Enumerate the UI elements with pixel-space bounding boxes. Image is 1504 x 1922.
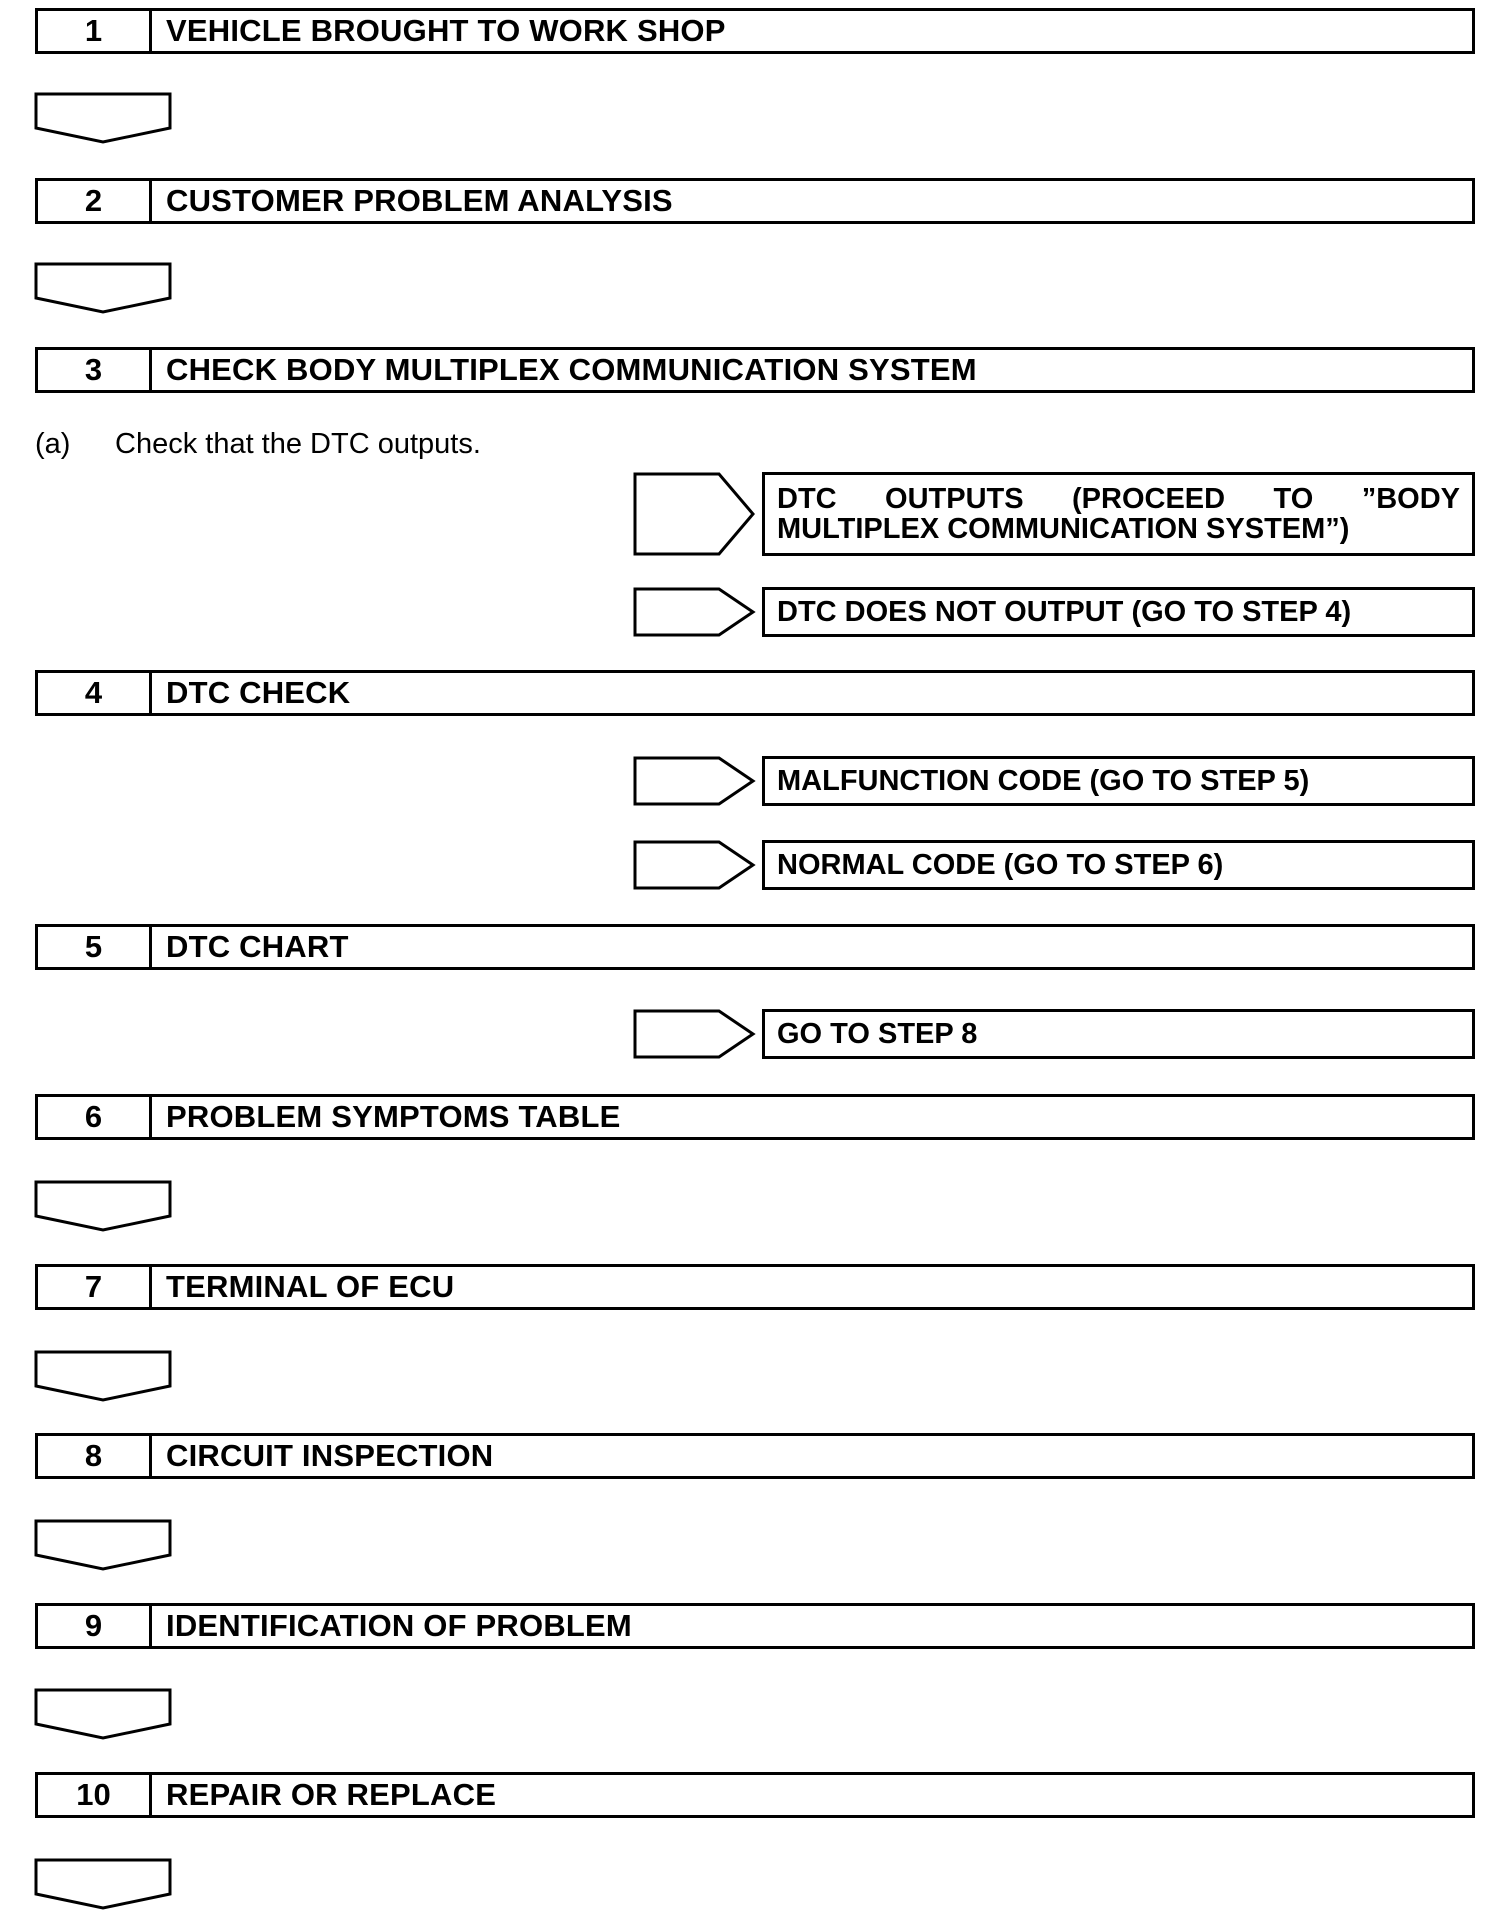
step-number: 5 xyxy=(38,927,152,967)
step-number: 9 xyxy=(38,1606,152,1646)
step-title: DTC CHART xyxy=(166,929,349,964)
step-number: 4 xyxy=(38,673,152,713)
branch-go-to-step-8: GO TO STEP 8 xyxy=(762,1009,1475,1059)
branch-malfunction-code: MALFUNCTION CODE (GO TO STEP 5) xyxy=(762,756,1475,806)
step-title: DTC CHECK xyxy=(166,675,351,710)
right-arrow-icon xyxy=(633,756,757,806)
step-number: 8 xyxy=(38,1436,152,1476)
step-number: 10 xyxy=(38,1775,152,1815)
step-3-box xyxy=(35,347,1475,393)
step-number: 7 xyxy=(38,1267,152,1307)
note-text: Check that the DTC outputs. xyxy=(115,428,481,460)
branch-dtc-does-not-output: DTC DOES NOT OUTPUT (GO TO STEP 4) xyxy=(762,587,1475,637)
branch-normal-code: NORMAL CODE (GO TO STEP 6) xyxy=(762,840,1475,890)
right-arrow-icon xyxy=(633,587,757,637)
step-title: CIRCUIT INSPECTION xyxy=(166,1438,494,1473)
step-5-box xyxy=(35,924,1475,970)
step-title: CUSTOMER PROBLEM ANALYSIS xyxy=(166,183,673,218)
step-title: IDENTIFICATION OF PROBLEM xyxy=(166,1608,632,1643)
step-number: 2 xyxy=(38,181,152,221)
down-arrow-icon xyxy=(34,1519,172,1571)
step-number: 6 xyxy=(38,1097,152,1137)
step-title: PROBLEM SYMPTOMS TABLE xyxy=(166,1099,621,1134)
step-number: 1 xyxy=(38,11,152,51)
down-arrow-icon xyxy=(34,262,172,314)
down-arrow-icon xyxy=(34,92,172,144)
note-label: (a) xyxy=(35,428,71,460)
step-number: 3 xyxy=(38,350,152,390)
branch-dtc-outputs: DTC OUTPUTS (PROCEED TO ”BODY MULTIPLEX COMMUNICATION SYSTEM”) xyxy=(762,472,1475,556)
step-3-note xyxy=(35,428,481,461)
step-8-box xyxy=(35,1433,1475,1479)
step-4-box xyxy=(35,670,1475,716)
right-arrow-icon xyxy=(633,472,757,556)
step-title: REPAIR OR REPLACE xyxy=(166,1777,497,1812)
step-title: VEHICLE BROUGHT TO WORK SHOP xyxy=(166,13,726,48)
step-7-box xyxy=(35,1264,1475,1310)
step-1-box xyxy=(35,8,1475,54)
down-arrow-icon xyxy=(34,1180,172,1232)
step-9-box xyxy=(35,1603,1475,1649)
step-title: TERMINAL OF ECU xyxy=(166,1269,455,1304)
step-2-box xyxy=(35,178,1475,224)
step-6-box xyxy=(35,1094,1475,1140)
down-arrow-icon xyxy=(34,1858,172,1910)
right-arrow-icon xyxy=(633,1009,757,1059)
step-title: CHECK BODY MULTIPLEX COMMUNICATION SYSTEM xyxy=(166,352,977,387)
right-arrow-icon xyxy=(633,840,757,890)
step-10-box xyxy=(35,1772,1475,1818)
down-arrow-icon xyxy=(34,1688,172,1740)
down-arrow-icon xyxy=(34,1350,172,1402)
